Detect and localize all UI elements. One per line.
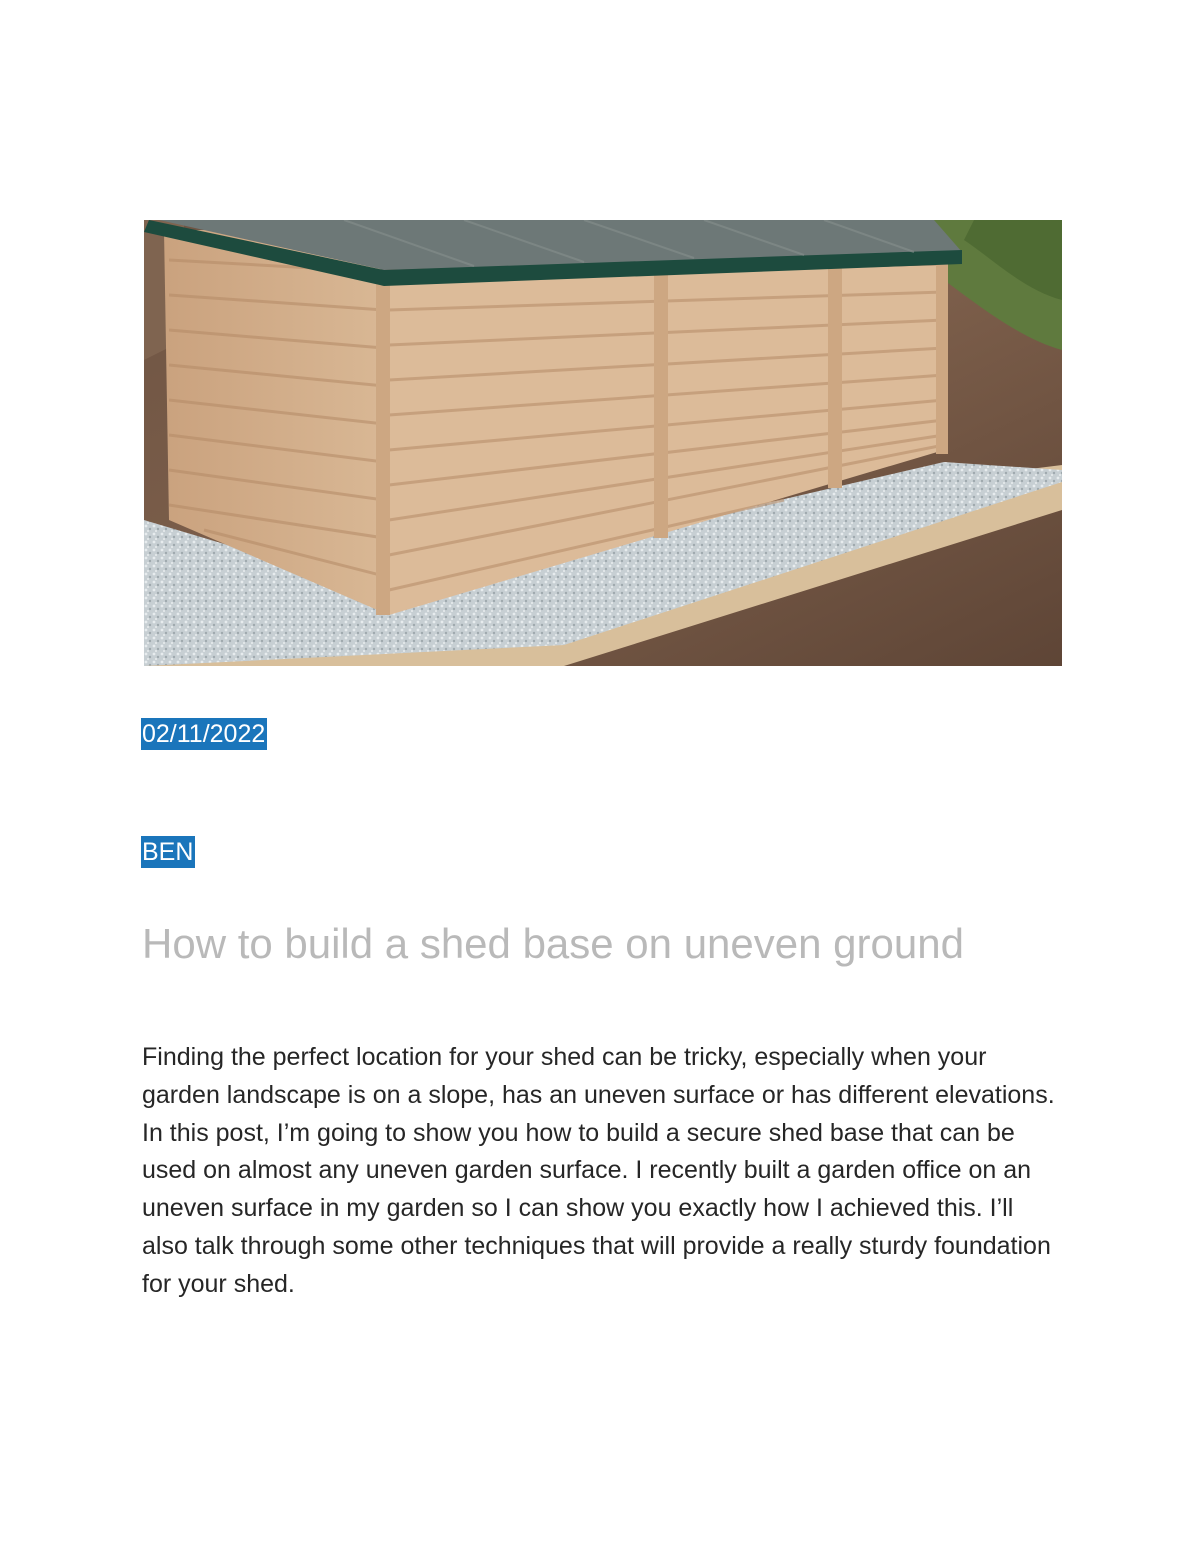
- post-title: How to build a shed base on uneven ground: [142, 920, 964, 967]
- post-author[interactable]: BEN: [142, 838, 194, 866]
- post-intro-paragraph: Finding the perfect location for your shed can be tricky, especially when your garden landscape is on a slope, has an uneven surface or has different elevations. In this post, I’m going to show you how to build a secure shed base that can be used on almost any uneven garden surface. I recently built a garden office on an uneven surface in my garden so I can show you exactly how I achieved this. I’ll also talk through some other techniques that will provide a really sturdy foundation for your shed.: [142, 1043, 1055, 1298]
- hero-image: [144, 220, 1062, 666]
- post-date: 02/11/2022: [142, 720, 266, 748]
- shed-photo-illustration: [144, 220, 1062, 666]
